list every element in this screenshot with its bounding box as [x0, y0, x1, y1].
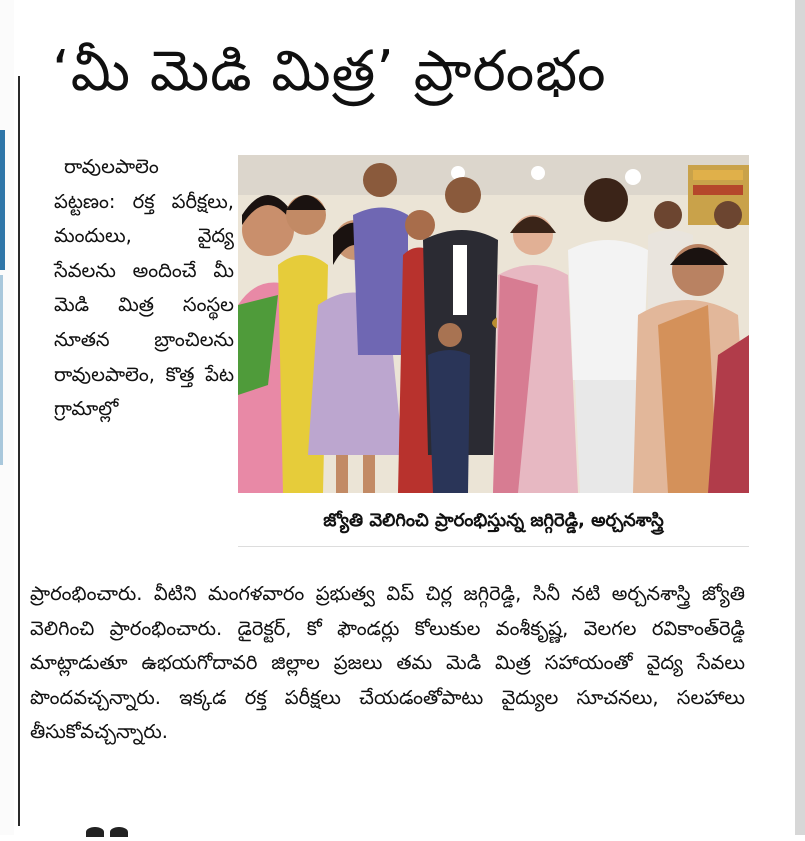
- news-photo-illustration: [238, 155, 749, 493]
- clipping-right-edge: [795, 0, 805, 835]
- article-headline: ‘మీ మెడి మిత్ర’ ప్రారంభం: [52, 39, 607, 104]
- article-body: ప్రారంభించారు. వీటిని మంగళవారం ప్రభుత్వ విప్ చిర్ల జగ్గిరెడ్డి, సినీ నటి అర్చనశాస్త్రి జ్యోతి వెలిగించి ప్రారంభించారు. డైరెక్టర్, కో ఫౌండర్లు కోలుకుల వంశీకృష్ణ, వెలగల రవికాంత్‌రెడ్డి మాట్లాడుతూ ఉభయగోదావరి జిల్లాల ప్రజలు తమ మెడి మిత్ర సహాయంతో వైద్య సేవలు పొందవచ్చన్నారు. ఇక్కడ రక్త పరీక్షలు చేయడంతోపాటు వైద్యుల సూచనలు, సలహాలు తీసుకోవచ్చన్నారు.: [30, 582, 745, 744]
- article-dateline: రావులపాలెం: [64, 155, 159, 178]
- column-rule: [18, 76, 20, 826]
- news-photo: [238, 155, 749, 493]
- article-left-column: [54, 150, 234, 427]
- adjacent-column-mark: [0, 275, 3, 465]
- article-left-column-text: పట్టణం: రక్త పరీక్షలు, మందులు, వైద్య సేవలను అందించే మీ మెడి మిత్ర సంస్థల నూతన బ్రాంచిలను రావులపాలెం, కొత్త పేట గ్రామాల్లో: [54, 189, 234, 421]
- adjacent-column-mark: [0, 130, 5, 270]
- next-article-fragment: [86, 822, 156, 836]
- clipping-left-edge: [0, 0, 14, 835]
- photo-caption: జ్యోతి వెలిగించి ప్రారంభిస్తున్న జగ్గిరెడ్డి, అర్చనశాస్త్రి: [238, 496, 749, 547]
